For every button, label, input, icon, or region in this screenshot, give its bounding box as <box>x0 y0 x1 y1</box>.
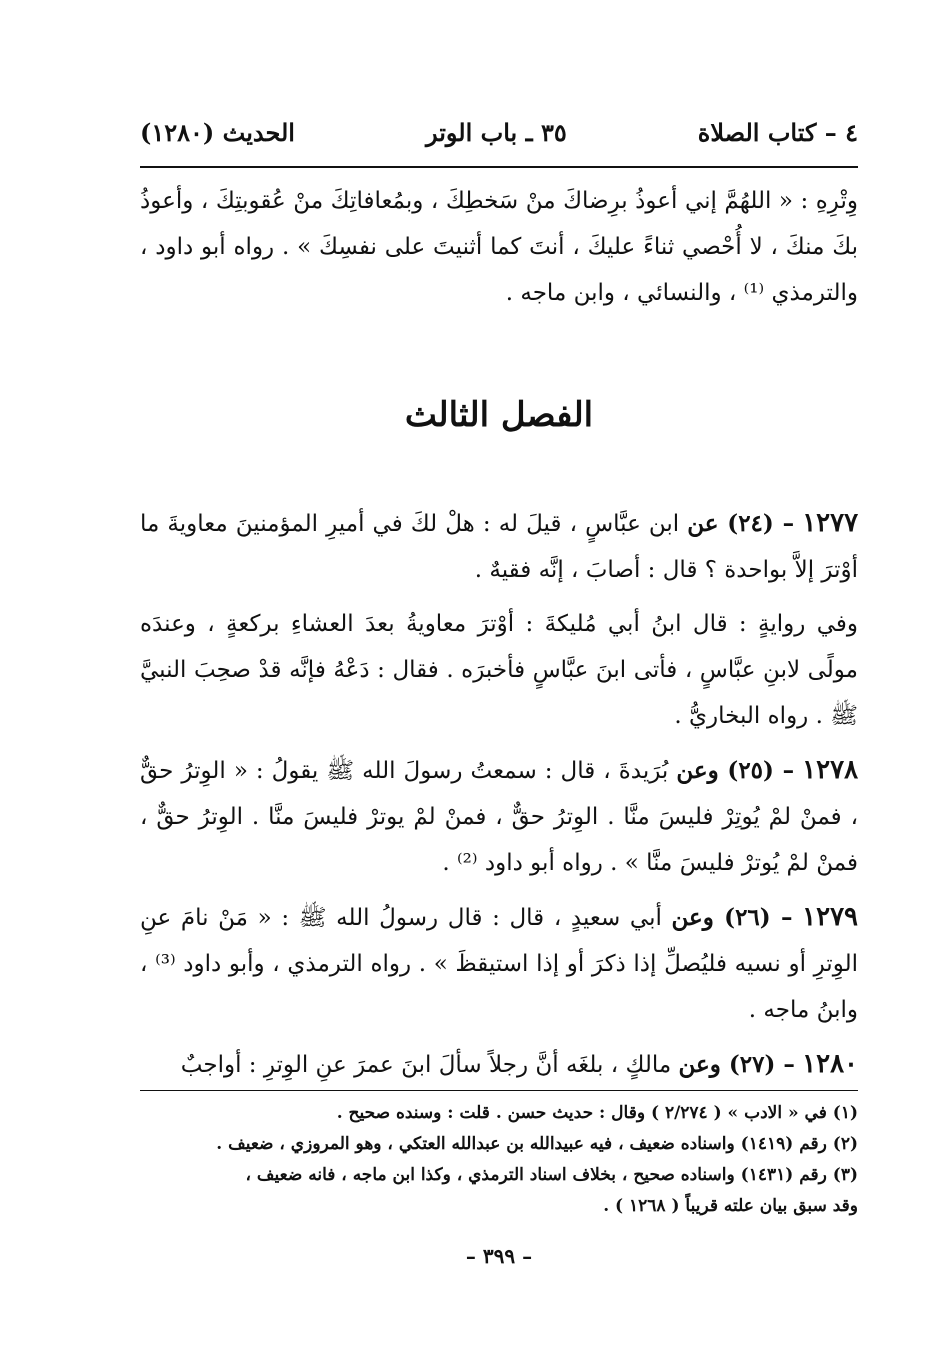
hadith-paragraph-1277 <box>140 500 858 593</box>
header-hadith-range: الحديث (١٢٨٠) <box>140 117 295 147</box>
hadith-number: ١٢٨٠ <box>802 1049 858 1079</box>
hadith-lead: – (٢٤) عن <box>687 510 795 537</box>
hadith-text: أبي سعيدٍ ، قال : قال رسولُ الله ﷺ : « مَنْ نامَ عنِ الوِترِ أو نسيه فليُصلِّ إذا ذكرَ أو إذا استيقظَ » . رواه الترمذي ، وأبو داود ⁽³⁾ ، وابنُ ماجه . <box>140 905 858 1023</box>
hadith-text: وفي روايةٍ : قال ابنُ أبي مُليكةَ : أوْترَ معاويةُ بعدَ العشاءِ بركعةٍ ، وعندَه مولًى لابنِ عبَّاسٍ ، فأتى ابنَ عبَّاسٍ فأخبرَه . فقال : دَعْهُ فإنَّه قدْ صحِبَ النبيَّ ﷺ . رواه البخاريُّ . <box>140 611 858 729</box>
hadith-lead: – (٢٧) وعن <box>678 1051 795 1078</box>
hadith-lead: – (٢٥) وعن <box>676 757 795 784</box>
hadith-paragraph-1280 <box>140 1041 858 1088</box>
section-title: الفصل الثالث <box>404 395 594 435</box>
footnotes <box>140 1098 858 1222</box>
hadith-text: ابن عبَّاسٍ ، قيلَ له : هلْ لكَ في أميرِ المؤمنينَ معاويةَ ما أوْترَ إلاَّ بواحدة ؟ قال : أصابَ ، إنَّه فقيهٌ . <box>140 511 858 583</box>
hadith-paragraph-riwaya <box>140 601 858 739</box>
hadith-number: ١٢٧٧ <box>802 508 859 538</box>
footnote-3-continued: وقد سبق بيان علته قريباً ( ١٢٦٨ ) . <box>603 1196 858 1216</box>
running-header <box>140 108 858 156</box>
hadith-number: ١٢٧٩ <box>802 902 858 932</box>
hadith-lead: – (٢٦) وعن <box>671 904 793 931</box>
page-number: – ٣٩٩ – <box>465 1244 533 1268</box>
hadith-paragraph-1279 <box>140 894 858 1033</box>
hadith-text: بُرَيدةَ ، قال : سمعتُ رسولَ الله ﷺ يقولُ : « الوِترُ حقٌّ ، فمنْ لمْ يُوتِرْ فليسَ منَّا . الوِترُ حقٌّ ، فمنْ لمْ يوترْ فليسَ منَّا . الوِترُ حقٌّ ، فمنْ لمْ يُوترْ فليسَ منَّا » . رواه أبو داود ⁽²⁾ . <box>140 758 858 876</box>
header-book-title: ٤ – كتاب الصلاة <box>697 117 858 147</box>
hadith-number: ١٢٧٨ <box>802 755 859 785</box>
footnote-1: (١) في « الادب » ( ٢/٢٧٤ ) وقال : حديث حسن . قلت : وسنده صحيح . <box>336 1103 858 1123</box>
hadith-text: مالكٍ ، بلغَه أنَّ رجلاً سألَ ابنَ عمرَ عنِ الوِترِ : أواجبٌ <box>180 1052 672 1078</box>
footnote-2: (٢) رقم (١٤١٩) واسناده ضعيف ، فيه عبيدالله بن عبدالله العتكي ، وهو المروزي ، ضعيف . <box>216 1134 858 1154</box>
header-divider <box>140 166 858 168</box>
intro-paragraph: وِتْرِهِ : « اللهُمَّ إني أعوذُ برِضاكَ منْ سَخطِكَ ، وبمُعافاتِكَ منْ عُقوبتِكَ ، وأعوذُ بكَ منكَ ، لا أُحْصي ثناءً عليكَ ، أنتَ كما أثنيتَ على نفسِكَ » . رواه أبو داود ، والترمذي ⁽¹⁾ ، والنسائي ، وابن ماجه . <box>140 188 858 306</box>
hadith-list <box>140 500 858 1096</box>
footnote-divider <box>140 1090 858 1091</box>
header-chapter-title: ٣٥ ـ باب الوتر <box>425 117 567 147</box>
hadith-paragraph-1278 <box>140 747 858 886</box>
footnote-3: (٣) رقم (١٤٣١) واسناده صحيح ، بخلاف اسناد الترمذي ، وكذا ابن ماجه ، فانه ضعيف ، <box>245 1165 858 1185</box>
